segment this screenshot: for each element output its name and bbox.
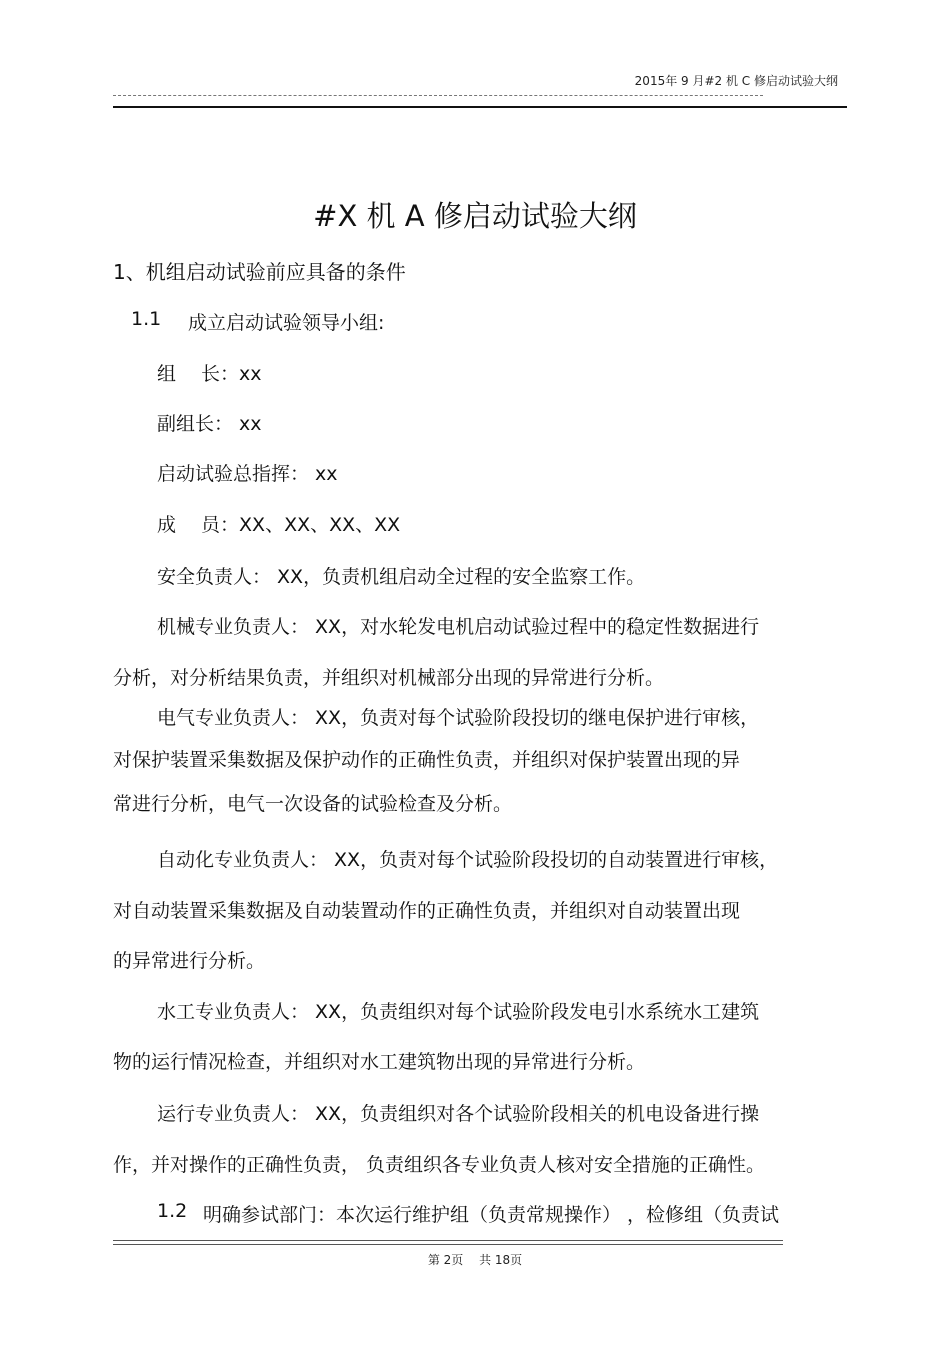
- page-total: 共 18页: [479, 1253, 523, 1267]
- operation-responsibility-line1: 运行专业负责人： XX，负责组织对各个试验阶段相关的机电设备进行操: [157, 1103, 760, 1125]
- automation-responsibility-line2: 对自动装置采集数据及自动装置动作的正确性负责，并组织对自动装置出现: [113, 900, 741, 922]
- member-leader: 组 长：xx: [157, 363, 262, 385]
- electrical-responsibility-line3: 常进行分析，电气一次设备的试验检查及分析。: [113, 793, 513, 815]
- subsection-1-1-number: 1.1: [131, 308, 162, 330]
- member-deputy: 副组长： xx: [157, 413, 262, 435]
- header-solid-rule: [113, 106, 847, 108]
- operation-responsibility-line2: 作，并对操作的正确性负责， 负责组织各专业负责人核对安全措施的正确性。: [113, 1154, 766, 1176]
- mechanical-responsibility-line1: 机械专业负责人： XX，对水轮发电机启动试验过程中的稳定性数据进行: [157, 616, 760, 638]
- electrical-responsibility-line1: 电气专业负责人： XX，负责对每个试验阶段投切的继电保护进行审核，: [157, 707, 760, 729]
- member-commander: 启动试验总指挥： xx: [157, 463, 338, 485]
- hydraulic-responsibility-line2: 物的运行情况检查，并组织对水工建筑物出现的异常进行分析。: [113, 1051, 646, 1073]
- electrical-responsibility-line2: 对保护装置采集数据及保护动作的正确性负责，并组织对保护装置出现的异: [113, 749, 741, 771]
- member-list: 成 员：XX、XX、XX、XX: [157, 514, 401, 536]
- running-header: 2015年 9 月#2 机 C 修启动试验大纲: [634, 74, 838, 88]
- mechanical-responsibility-line2: 分析，对分析结果负责，并组织对机械部分出现的异常进行分析。: [113, 667, 665, 689]
- subsection-1-1-heading: 成立启动试验领导小组:: [188, 312, 385, 334]
- safety-responsibility: 安全负责人： XX，负责机组启动全过程的安全监察工作。: [157, 566, 646, 588]
- footer-double-rule: [113, 1240, 783, 1245]
- section-1-heading: 1、机组启动试验前应具备的条件: [113, 260, 406, 284]
- page-number: 第 2页: [427, 1253, 464, 1267]
- subsection-1-2-text: 明确参试部门：本次运行维护组（负责常规操作） ，检修组（负责试: [203, 1204, 780, 1226]
- automation-responsibility-line3: 的异常进行分析。: [113, 950, 266, 972]
- automation-responsibility-line1: 自动化专业负责人： XX，负责对每个试验阶段投切的自动装置进行审核，: [157, 849, 779, 871]
- header-dashed-rule: [113, 95, 763, 96]
- subsection-1-2-number: 1.2: [157, 1200, 188, 1222]
- hydraulic-responsibility-line1: 水工专业负责人： XX，负责组织对每个试验阶段发电引水系统水工建筑: [157, 1001, 760, 1023]
- page-footer: [0, 1251, 950, 1268]
- document-title: #X 机 A 修启动试验大纲: [313, 199, 637, 233]
